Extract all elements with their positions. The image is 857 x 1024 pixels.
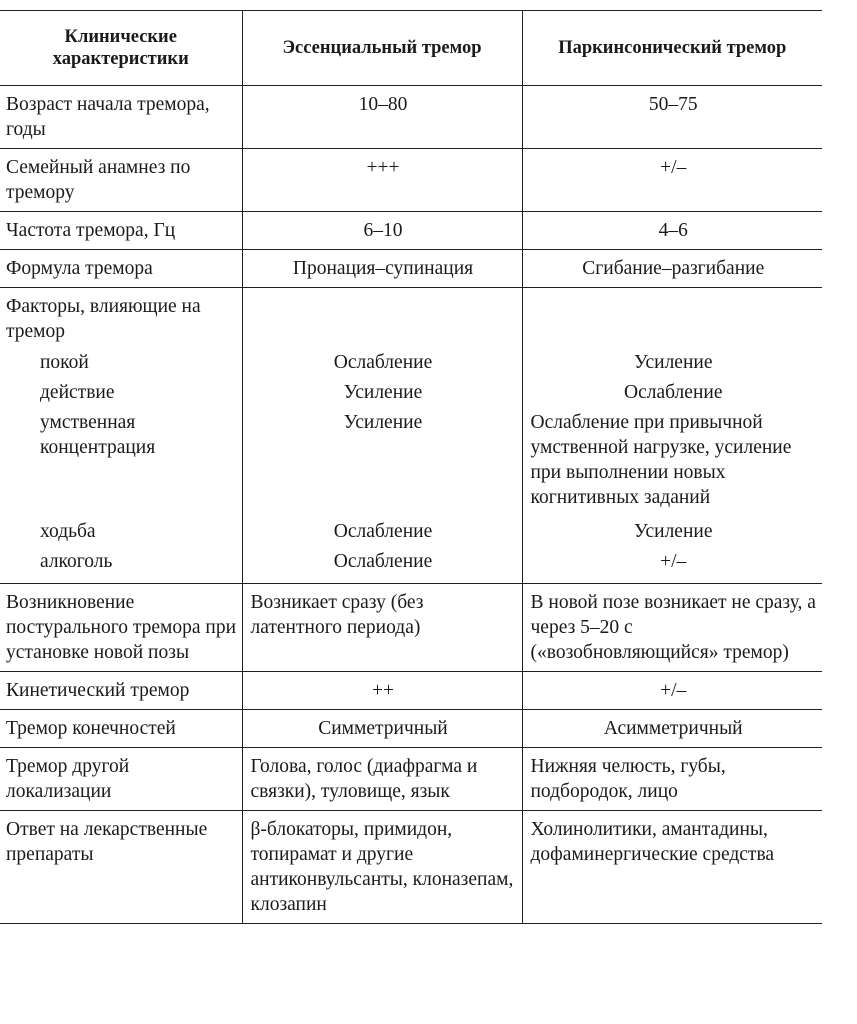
essential-value: β-блокаторы, примидон, топирамат и другие антиконвульсанты, клоназепам, клозапин bbox=[242, 811, 522, 924]
parkinson-value: Ослабление bbox=[522, 380, 822, 410]
header-clinical-characteristics: Клинические характеристики bbox=[52, 27, 189, 69]
table-row bbox=[0, 149, 822, 212]
row-label: Формула тремора bbox=[6, 258, 153, 279]
factor-label: покой bbox=[40, 352, 89, 373]
essential-value: Ослабление bbox=[242, 350, 522, 380]
parkinson-value: Ослабление при привычной умственной нагрузке, усиление при выполнении новых когнитивных заданий bbox=[522, 410, 822, 519]
parkinson-value: В новой позе возникает не сразу, а через 5–20 с («возобновляющийся» тремор) bbox=[522, 584, 822, 672]
essential-value: Голова, голос (диафрагма и связки), туловище, язык bbox=[242, 748, 522, 811]
table-row bbox=[0, 212, 822, 250]
factor-label: алкоголь bbox=[40, 551, 113, 572]
factor-label: умственная концентрация bbox=[40, 412, 156, 458]
essential-value: Ослабление bbox=[242, 549, 522, 584]
essential-value: Возникает сразу (без латентного периода) bbox=[242, 584, 522, 672]
table-row bbox=[0, 748, 822, 811]
parkinson-value: Нижняя челюсть, губы, подбородок, лицо bbox=[522, 748, 822, 811]
table-row bbox=[0, 811, 822, 924]
row-label: Возраст начала тремора, годы bbox=[6, 94, 210, 140]
table-header-row bbox=[0, 11, 822, 86]
header-parkinsonian-tremor: Паркинсонический тремор bbox=[522, 11, 822, 86]
essential-value: Усиление bbox=[242, 410, 522, 519]
table-row bbox=[0, 584, 822, 672]
parkinson-value: +/– bbox=[522, 149, 822, 212]
factor-row bbox=[0, 519, 822, 549]
factor-row bbox=[0, 410, 822, 519]
table-top-rule bbox=[0, 10, 822, 11]
parkinson-value: 50–75 bbox=[522, 86, 822, 149]
header-essential-tremor: Эссенциальный тремор bbox=[242, 11, 522, 86]
essential-value: Пронация–супинация bbox=[242, 250, 522, 288]
factor-row bbox=[0, 350, 822, 380]
parkinson-value: Холинолитики, амантадины, дофаминергические средства bbox=[522, 811, 822, 924]
table-row bbox=[0, 672, 822, 710]
factors-header-row bbox=[0, 288, 822, 351]
essential-value: Усиление bbox=[242, 380, 522, 410]
essential-value: 6–10 bbox=[242, 212, 522, 250]
table-row bbox=[0, 250, 822, 288]
essential-value: Ослабление bbox=[242, 519, 522, 549]
row-label: Ответ на лекарственные препараты bbox=[6, 819, 208, 865]
row-label: Тремор другой локализации bbox=[6, 756, 130, 802]
parkinson-value: Усиление bbox=[522, 350, 822, 380]
tremor-comparison-table bbox=[0, 10, 822, 924]
essential-value: +++ bbox=[242, 149, 522, 212]
table-row bbox=[0, 86, 822, 149]
essential-value: ++ bbox=[242, 672, 522, 710]
table-row bbox=[0, 710, 822, 748]
parkinson-value: 4–6 bbox=[522, 212, 822, 250]
row-label: Кинетический тремор bbox=[6, 680, 190, 701]
parkinson-value: +/– bbox=[522, 549, 822, 584]
row-label: Возникновение постурального тремора при установке новой позы bbox=[6, 592, 237, 663]
factor-label: действие bbox=[40, 382, 115, 403]
parkinson-value: +/– bbox=[522, 672, 822, 710]
factor-row bbox=[0, 380, 822, 410]
row-label: Частота тремора, Гц bbox=[6, 220, 176, 241]
parkinson-value: Усиление bbox=[522, 519, 822, 549]
row-label: Семейный анамнез по тремору bbox=[6, 157, 191, 203]
factors-label: Факторы, влияющие на тремор bbox=[6, 296, 201, 342]
parkinson-value: Асимметричный bbox=[522, 710, 822, 748]
parkinson-value: Сгибание–разгибание bbox=[522, 250, 822, 288]
essential-value: Симметричный bbox=[242, 710, 522, 748]
row-label: Тремор конечностей bbox=[6, 718, 176, 739]
factor-row bbox=[0, 549, 822, 584]
essential-value: 10–80 bbox=[242, 86, 522, 149]
factor-label: ходьба bbox=[40, 521, 96, 542]
